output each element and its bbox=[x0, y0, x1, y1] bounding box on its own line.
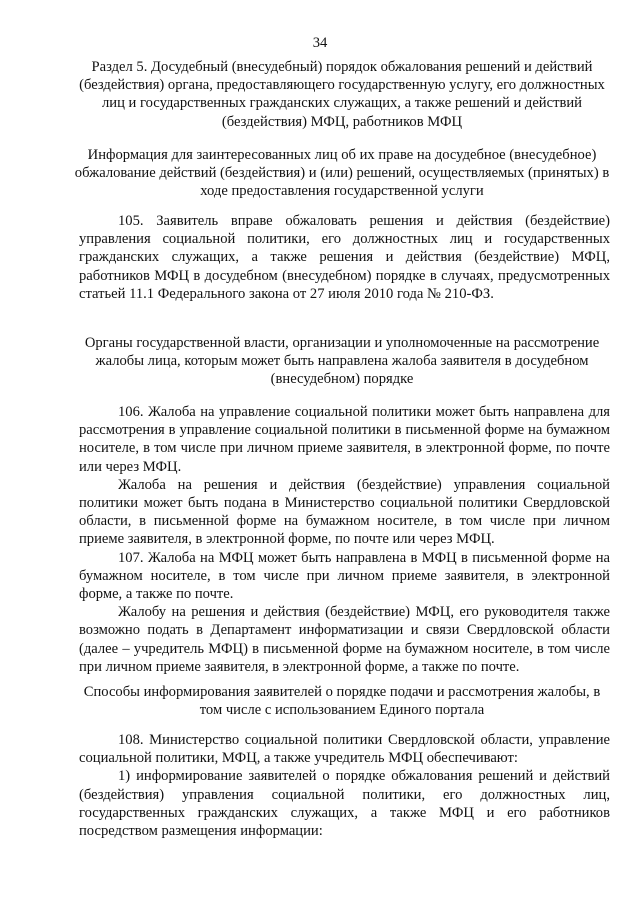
page-number: 34 bbox=[312, 35, 328, 51]
paragraph-108: 108. Министерство социальной политики Свердловской области, управление социальной политики, МФЦ, а также учредитель МФЦ обеспечивают: bbox=[79, 732, 610, 767]
paragraph-106-ministry: Жалоба на решения и действия (бездействие) управления социальной политики может быть подана в Министерство социальной политики Свердловской области, в письменной форме на бумажном носителе, в том числе при личном приеме заявителя, в электронной форме, по почте или через МФЦ. bbox=[79, 476, 610, 548]
paragraph-107-founder: Жалобу на решения и действия (бездействие) МФЦ, его руководителя также возможно подать в Департамент информатизации и связи Свердловской области (далее – учредитель МФЦ) в письменной форме на бумажном носителе, в том числе при личном приеме заявителя, в электронной форме, а также по почте. bbox=[79, 604, 610, 675]
paragraph-106: 106. Жалоба на управление социальной политики может быть направлена для рассмотрения в управление социальной политики в письменной форме на бумажном носителе, в том числе при личном приеме заявителя, в электронной форме, по почте или через МФЦ. bbox=[79, 404, 610, 475]
paragraph-group-3 bbox=[79, 731, 610, 840]
paragraph-107: 107. Жалоба на МФЦ может быть направлена в МФЦ в письменной форме на бумажном носителе, в том числе при личном приеме заявителя, в электронной форме, а также по почте. bbox=[79, 549, 610, 603]
subheading-informing-methods: Способы информирования заявителей о порядке подачи и рассмотрения жалобы, в том числе с использованием Единого портала bbox=[83, 684, 601, 719]
subheading-authorities: Органы государственной власти, организации и уполномоченные на рассмотрение жалобы лица, которым может быть направлена жалоба заявителя в досудебном (внесудебном) порядке bbox=[84, 335, 600, 388]
paragraph-108-item-1: 1) информирование заявителей о порядке обжалования решений и действий (бездействия) управления социальной политики, его должностных лиц, государственных гражданских служащих, а также МФЦ и его работников посредством размещения информации: bbox=[79, 768, 610, 840]
paragraph-group-1 bbox=[79, 212, 610, 303]
paragraph-group-2 bbox=[79, 403, 610, 676]
subheading-right-to-appeal: Информация для заинтересованных лиц об их праве на досудебное (внесудебное) обжалование действий (бездействия) и (или) решений, осуществляемых (принятых) в ходе предоставления государственной услуги bbox=[74, 147, 610, 200]
paragraph-105: 105. Заявитель вправе обжаловать решения и действия (бездействие) управления социальной политики, его должностных лиц и государственных гражданских служащих, а также решения и действия (бездействие) МФЦ, работников МФЦ в досудебном (внесудебном) порядке в случаях, предусмотренных статьей 11.1 Федерального закона от 27 июля 2010 года № 210-ФЗ. bbox=[79, 213, 610, 302]
section-heading: Раздел 5. Досудебный (внесудебный) порядок обжалования решений и действий (бездействия) органа, предоставляющего государственную услугу, его должностных лиц и государственных гражданских служащих, а также решений и действий (бездействия) МФЦ, работников МФЦ bbox=[79, 59, 605, 130]
